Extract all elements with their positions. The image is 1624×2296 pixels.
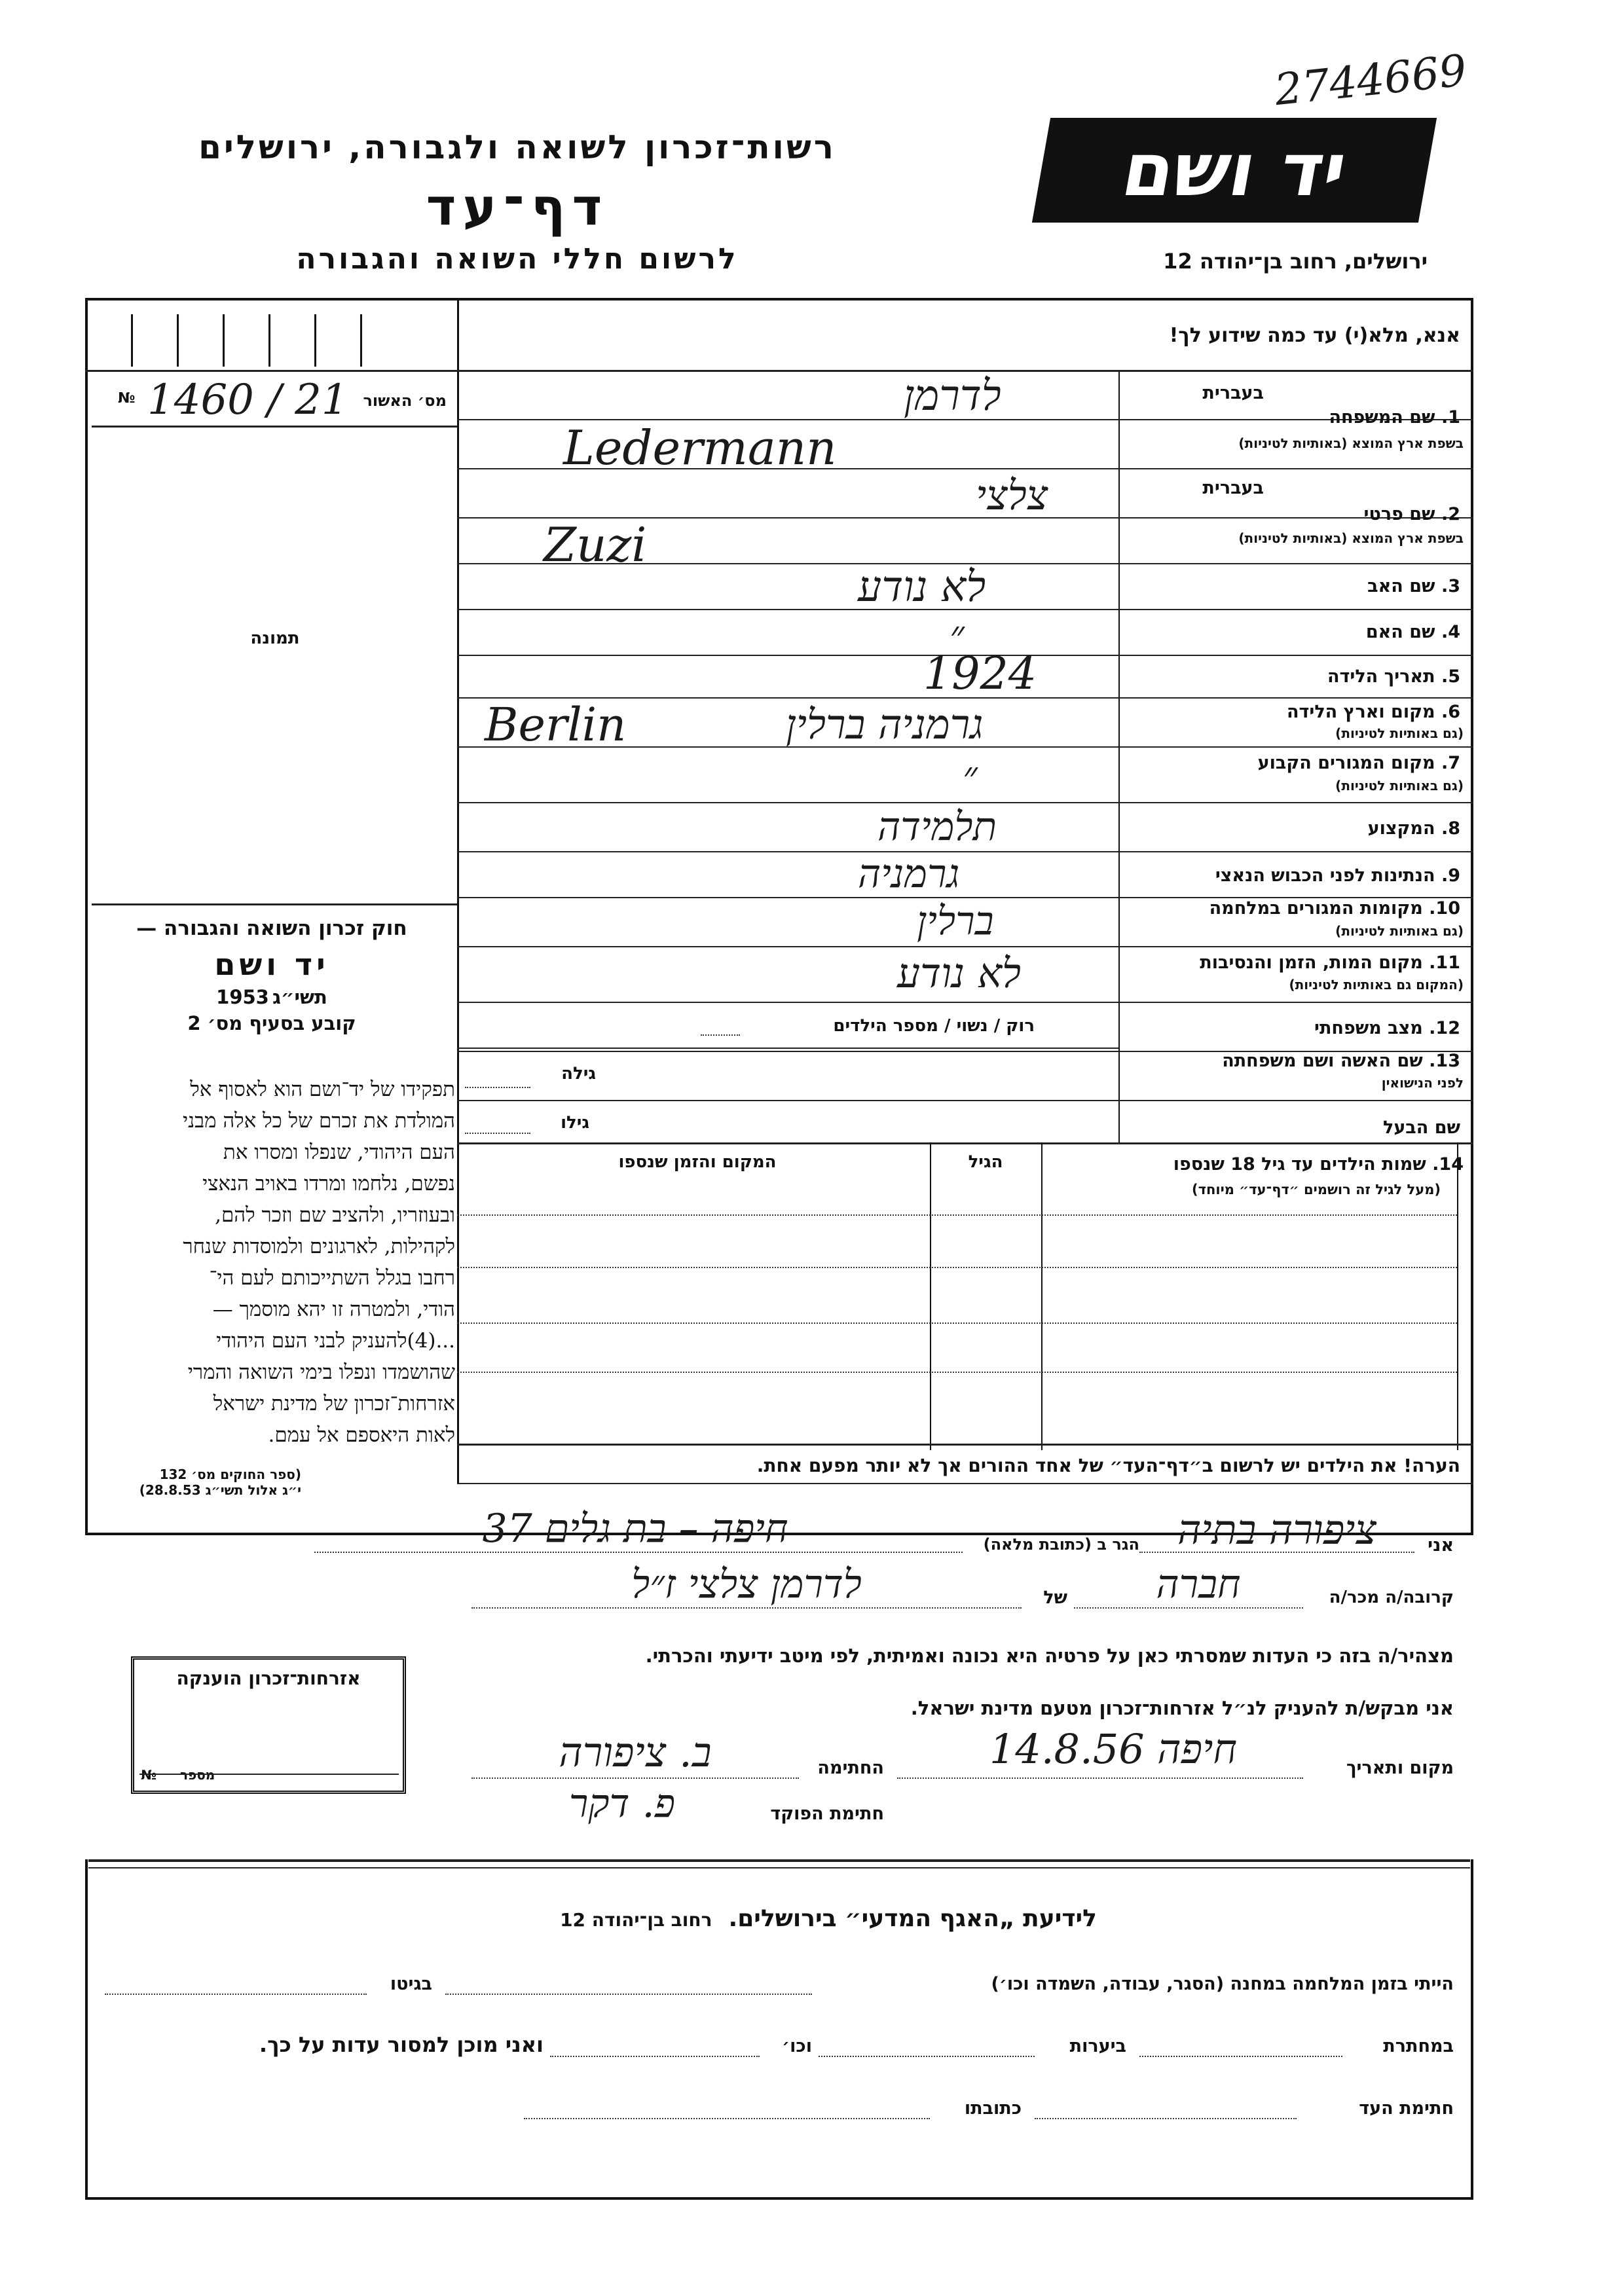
citizenship-box	[131, 1656, 406, 1794]
field-11-num: 11.	[1429, 953, 1460, 973]
witness-address: חיפה – בת גלים 37	[482, 1506, 788, 1552]
footer-address: רחוב בן־יהודה 12	[560, 1909, 712, 1931]
law-line: המולדת את זכרם של כל אלה מבני	[182, 1109, 455, 1133]
field-1-num: 1.	[1441, 407, 1460, 428]
rule	[457, 851, 1473, 852]
form-subtitle: לרשום חללי השואה והגבורה	[296, 242, 739, 276]
field-6-num: 6.	[1441, 702, 1460, 722]
photo-bottom	[92, 903, 457, 905]
place-date-value: חיפה 14.8.56	[989, 1725, 1238, 1773]
field-13-sub: לפני הנישואין	[1381, 1075, 1464, 1091]
rule	[457, 1048, 1118, 1049]
field-4-value: ״	[950, 612, 965, 658]
children-row	[457, 1372, 1457, 1373]
field-10-sub: (גם באותיות לטיניות)	[1335, 923, 1464, 939]
field-12-dots	[701, 1034, 740, 1036]
footer-line1-b: בגיטו	[390, 1974, 432, 1994]
witness-address-line	[314, 1552, 963, 1553]
field-13-dots	[465, 1087, 530, 1088]
field-7-value: ״	[963, 753, 978, 799]
witness-relation: חברה	[1156, 1561, 1241, 1607]
approval-divider	[92, 426, 457, 428]
field-2-sub: בשפת ארץ המוצא (באותיות לטיניות)	[1238, 530, 1464, 546]
footer-line2-c: וכו׳	[782, 2036, 812, 2056]
label-column-divider	[1118, 370, 1120, 1142]
law-ref-1: (ספר החוקים מס׳ 132	[159, 1467, 301, 1482]
approval-label: מס׳ האשור	[363, 392, 447, 410]
law-line: הודי, ולמטרה זו יהא מוסמך —	[212, 1298, 455, 1321]
approval-box	[95, 376, 452, 424]
rule	[457, 946, 1473, 947]
field-8-num: 8.	[1441, 818, 1460, 839]
authority-name: רשות־זכרון לשואה ולגבורה, ירושלים	[198, 128, 836, 166]
field-3-num: 3.	[1441, 576, 1460, 596]
footer-line1-dots-a	[445, 1994, 812, 1995]
citizenship-no-symbol: №	[141, 1767, 157, 1783]
law-title: חוק זכרון השואה והגבורה —	[136, 917, 407, 940]
law-line: תפקידו של יד־ושם הוא לאסוף אל	[190, 1078, 455, 1101]
footer-line2-a: במחתרת	[1383, 2036, 1454, 2056]
field-husband-label	[1126, 1118, 1460, 1138]
witness-relation-line	[1074, 1607, 1303, 1609]
officer-signature: פ. דקר	[568, 1781, 676, 1827]
field-husband-value: גילו	[561, 1113, 589, 1133]
law-line: לקהילות, לארגונים ולמוסדות שנחר	[183, 1235, 455, 1258]
footer-line3-dots-b	[524, 2118, 930, 2119]
law-line: ובעוזריו, ולהציב שם וזכר להם,	[215, 1203, 455, 1227]
officer-label: חתימת הפוקד	[770, 1804, 884, 1824]
law-line: העם היהודי, שנפלו ומסרו את	[223, 1140, 455, 1164]
field-1-sub: בשפת ארץ המוצא (באותיות לטיניות)	[1238, 435, 1464, 451]
witness-of-label: של	[1043, 1588, 1067, 1608]
approval-number: 1460 / 21	[147, 376, 348, 424]
field-2-hebrew-tag: בעברית	[1202, 478, 1264, 498]
footer-line2-dots-c	[550, 2056, 760, 2057]
note-bottom	[457, 1483, 1473, 1484]
law-year-hebrew: תשי״ג	[272, 986, 327, 1008]
field-9-label	[1126, 866, 1460, 886]
field-11-sub: (המקום גם באותיות לטיניות)	[1289, 977, 1464, 993]
field-3-name: שם האב	[1367, 576, 1435, 596]
field-1-name: שם המשפחה	[1329, 407, 1435, 428]
field-7-name: מקום המגורים הקבוע	[1257, 753, 1435, 773]
field-7-num: 7.	[1441, 753, 1460, 773]
field-6-label	[1126, 702, 1460, 722]
children-col-1	[1041, 1142, 1043, 1450]
field-2-name: שם פרטי	[1363, 504, 1435, 524]
form-title: דף־עד	[426, 178, 609, 237]
field-2-value-latin: Zuzi	[544, 517, 647, 572]
field-5-num: 5.	[1441, 666, 1460, 687]
field-8-value: תלמידה	[877, 804, 997, 850]
field-6-value-hebrew: גרמניה ברלין	[786, 701, 984, 748]
field-13-label	[1126, 1051, 1460, 1071]
field-9-value: גרמניה	[858, 851, 960, 897]
footer-line1-a: הייתי בזמן המלחמה במחנה (הסגר, עבודה, השמדה וכו׳)	[991, 1974, 1454, 1994]
law-ref-2: י״ג אלול תשי״ג 28.8.53)	[139, 1482, 301, 1498]
law-line: נפשם, נלחמו ומרדו באויב הנאצי	[202, 1172, 455, 1195]
rule	[457, 1100, 1473, 1101]
field-5-name: תאריך הלידה	[1327, 666, 1435, 687]
place-date-line	[897, 1777, 1303, 1779]
note-text: הערה! את הילדים יש לרשום ב״דף־העד״ של אחד ההורים אך לא יותר מפעם אחת.	[756, 1455, 1460, 1476]
field-1-value-latin: Ledermann	[563, 420, 837, 475]
left-column-divider	[457, 298, 459, 1483]
footer-line2-dots-b	[819, 2056, 1035, 2057]
signature-label: החתימה	[817, 1758, 884, 1778]
yad-vashem-logo	[1032, 118, 1437, 223]
field-8-name: המקצוע	[1367, 818, 1435, 839]
field-12-num: 12.	[1429, 1018, 1460, 1038]
footer-line2-dots-a	[1139, 2056, 1342, 2057]
children-right-border	[1457, 1142, 1458, 1450]
rule	[457, 1002, 1473, 1003]
field-10-name: מקומות המגורים במלחמה	[1209, 898, 1423, 919]
witness-request: אני מבקש/ת להעניק לנ״ל אזרחות־זכרון מטעם מדינת ישראל.	[910, 1697, 1454, 1719]
law-section: קובע בסעיף מס׳ 2	[187, 1012, 356, 1034]
field-4-label	[1126, 622, 1460, 642]
law-text	[92, 1074, 455, 1451]
address: ירושלים, רחוב בן־יהודה 12	[1163, 249, 1428, 274]
field-11-value: לא נודע	[897, 949, 1022, 997]
field-1-value-hebrew: לדרמן	[904, 372, 1001, 420]
footer-line3-b: כתובתו	[964, 2098, 1022, 2119]
footer-line3-a: חתימת העד	[1359, 2098, 1454, 2119]
field-1-label	[1126, 407, 1460, 428]
field-13-num: 13.	[1429, 1051, 1460, 1071]
field-8-label	[1126, 818, 1460, 839]
place-date-label: מקום ותאריך	[1346, 1758, 1454, 1778]
field-10-value: ברלין	[917, 898, 994, 944]
field-4-name: שם האם	[1365, 622, 1435, 642]
archive-number: 2744669	[1272, 45, 1469, 116]
signature-line	[471, 1777, 799, 1779]
field-husband-name: שם הבעל	[1382, 1118, 1460, 1138]
children-sub: (מעל לגיל זה רושמים ״דף־עד״ מיוחד)	[1192, 1182, 1441, 1197]
witness-of-name: לדרמן צלצי ז״ל	[631, 1561, 862, 1607]
field-7-label	[1126, 753, 1460, 773]
field-3-value: לא נודע	[858, 563, 986, 611]
witness-resident-label: הגר ב (כתובת מלאה)	[983, 1535, 1139, 1554]
witness-declaration: מצהיר/ה בזה כי העדות שמסרתי כאן על פרטיה היא נכונה ואמיתית, לפי מיטב ידיעתי והכרתי.	[645, 1645, 1454, 1667]
photo-label: תמונה	[250, 629, 300, 648]
witness-name-line	[1139, 1552, 1414, 1553]
citizenship-title: אזרחות־זכרון הוענקה	[176, 1667, 361, 1689]
footer-line2-b: ביערות	[1069, 2036, 1126, 2056]
law-line: רחבו בגלל השתייכותם לעם הי־	[209, 1266, 455, 1290]
law-name: יד ושם	[214, 947, 329, 982]
field-3-label	[1126, 576, 1460, 596]
law-line: אזרחות־זכרון של מדינת ישראל	[213, 1392, 455, 1415]
field-7-sub: (גם באותיות לטיניות)	[1335, 778, 1464, 793]
tick-strip	[105, 314, 445, 367]
field-5-label	[1126, 666, 1460, 687]
field-9-name: הנתינות לפני הכבוש הנאצי	[1215, 866, 1435, 886]
approval-no-symbol: №	[118, 390, 136, 407]
field-11-label	[1126, 953, 1460, 973]
law-block	[92, 917, 452, 1034]
citizenship-number-label: מספר	[180, 1767, 215, 1783]
tick-strip-bottom	[85, 370, 1473, 372]
field-2-num: 2.	[1441, 504, 1460, 524]
field-2-value-hebrew: צלצי	[976, 471, 1048, 519]
children-label: 14. שמות הילדים עד גיל 18 שנספו	[1173, 1154, 1464, 1175]
law-year: 1953	[216, 986, 269, 1008]
instruction-text: אנא, מלא(י) עד כמה שידוע לך!	[1169, 324, 1460, 347]
logo-text: יד ושם	[1115, 128, 1354, 213]
field-4-num: 4.	[1441, 622, 1460, 642]
field-13-name: שם האשה ושם משפחתה	[1222, 1051, 1423, 1071]
children-col-age: הגיל	[968, 1152, 1003, 1172]
field-6-name: מקום וארץ הלידה	[1286, 702, 1435, 722]
witness-of-line	[471, 1607, 1022, 1609]
children-row	[457, 1214, 1457, 1216]
field-husband-dots	[465, 1133, 530, 1134]
children-bottom	[457, 1444, 1473, 1446]
footer-title-row	[458, 1905, 1198, 1932]
field-2-label	[1126, 504, 1460, 524]
rule	[457, 1142, 1473, 1144]
field-1-hebrew-tag: בעברית	[1202, 383, 1264, 403]
children-row	[457, 1322, 1457, 1324]
law-line: ...(4)להעניק לבני העם היהודי	[216, 1329, 455, 1353]
field-12-name: מצב משפחתי	[1314, 1018, 1423, 1038]
rule	[457, 802, 1473, 803]
law-line: שהושמדו ונפלו בימי השואה והמרי	[187, 1360, 455, 1384]
citizenship-rule	[139, 1774, 399, 1775]
children-row	[457, 1267, 1457, 1268]
field-6-value-latin: Berlin	[485, 698, 627, 752]
children-col-place: המקום והזמן שנספו	[618, 1152, 777, 1172]
field-12-value: רוק / נשוי / מספר הילדים	[833, 1016, 1035, 1036]
witness-name: ציפורה בתיה	[1177, 1506, 1376, 1554]
law-line: לאות היאספם אל עמם.	[268, 1423, 455, 1447]
field-10-num: 10.	[1429, 898, 1460, 919]
field-11-name: מקום המות, הזמן והנסיבות	[1200, 953, 1423, 973]
field-13-value: גילה	[561, 1064, 596, 1084]
field-9-num: 9.	[1441, 866, 1460, 886]
children-col-2	[930, 1142, 931, 1450]
field-6-sub: (גם באותיות לטיניות)	[1335, 725, 1464, 741]
witness-i-label: אני	[1428, 1535, 1454, 1556]
field-12-label	[1126, 1018, 1460, 1038]
footer-title: לידיעת „האגף המדעי״ בירושלים.	[728, 1905, 1097, 1932]
signature-value: ב. ציפורה	[559, 1728, 712, 1776]
law-reference	[92, 1467, 301, 1498]
field-10-label	[1126, 898, 1460, 919]
field-5-value: 1924	[923, 648, 1037, 700]
footer-line2-d: ואני מוכן למסור עדות על כך.	[259, 2032, 544, 2057]
witness-relation-label: קרובה/ה מכר/ה	[1329, 1588, 1454, 1607]
footer-line1-dots-b	[105, 1994, 367, 1995]
footer-line3-dots-a	[1035, 2118, 1297, 2119]
